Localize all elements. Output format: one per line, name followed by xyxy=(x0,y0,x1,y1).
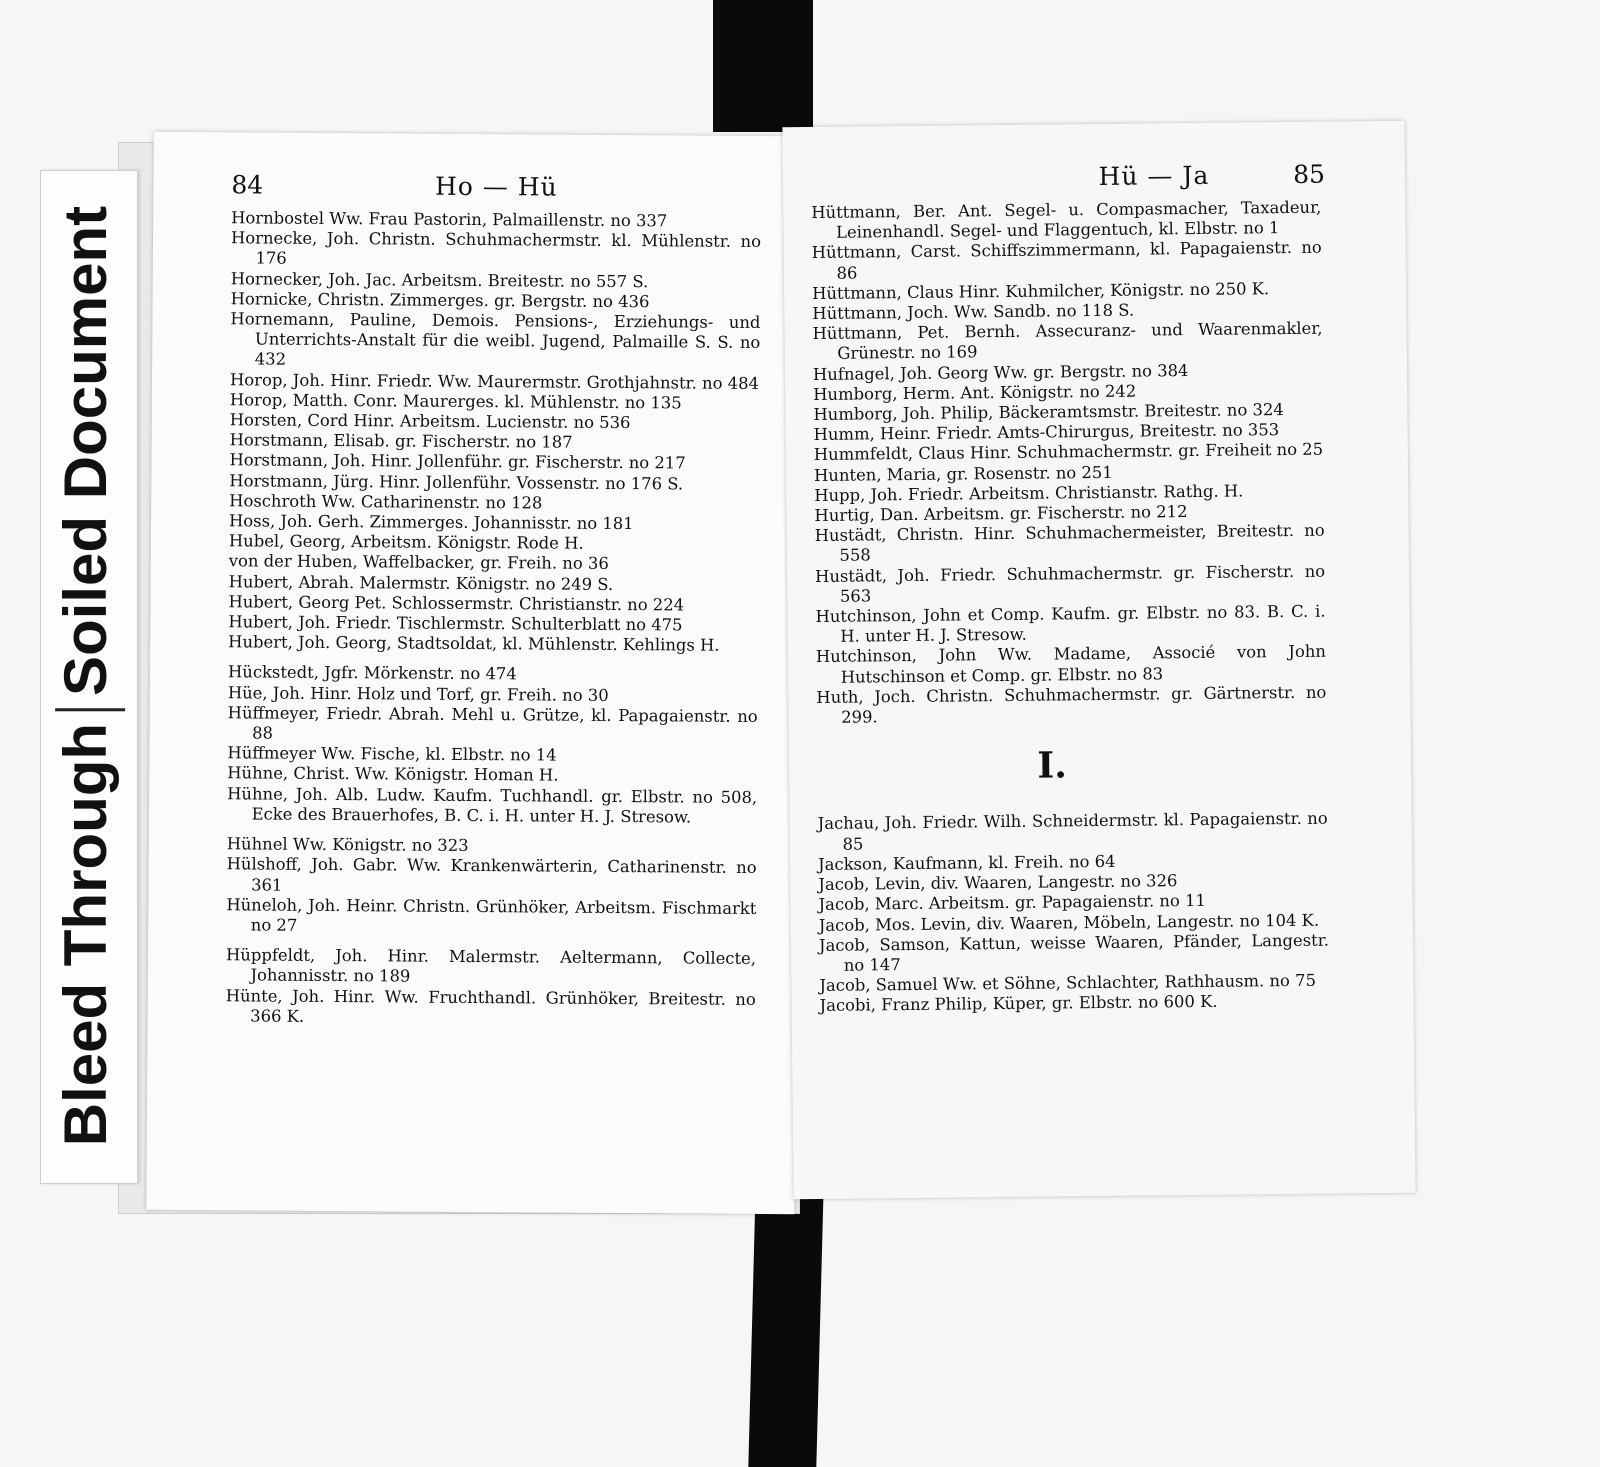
directory-entry: Hufnagel, Joh. Georg Ww. gr. Bergstr. no 384 xyxy=(812,360,1189,384)
label-soiled-document: Soiled Document xyxy=(51,205,119,696)
label-tab-text xyxy=(40,170,136,1182)
section-letter-heading: I. xyxy=(1037,744,1068,787)
directory-entry: Jacob, Marc. Arbeitsm. gr. Papagaienstr. no 11 xyxy=(818,891,1206,915)
directory-entry: Horop, Matth. Conr. Maurerges. kl. Mühlenstr. no 135 xyxy=(229,390,682,413)
directory-entry: Hüttmann, Ber. Ant. Segel- u. Compasmacher, Taxadeur, Leinenhandl. Segel- und Flaggentuch, kl. Elbstr. no 1 xyxy=(811,197,1322,242)
directory-entry: Hüttmann, Claus Hinr. Kuhmilcher, Königstr. no 250 K. xyxy=(812,279,1270,303)
directory-entry: Hummfeldt, Claus Hinr. Schuhmachermstr. gr. Freiheit no 25 xyxy=(813,440,1324,465)
directory-entry: Hüttmann, Pet. Bernh. Assecuranz- und Waarenmakler, Grünestr. no 169 xyxy=(812,318,1323,364)
directory-entry: Horstmann, Joh. Hinr. Jollenführ. gr. Fischerstr. no 217 xyxy=(229,450,686,473)
directory-entry: Hupp, Joh. Friedr. Arbeitsm. Christianstr. Rathg. H. xyxy=(814,481,1244,505)
directory-entry: Jackson, Kaufmann, kl. Freih. no 64 xyxy=(818,851,1116,874)
directory-entry: Hornecker, Joh. Jac. Arbeitsm. Breitestr. no 557 S. xyxy=(230,268,649,291)
directory-entry: Hühnel Ww. Königstr. no 323 xyxy=(226,834,469,856)
directory-entry: Hubert, Georg Pet. Schlossermstr. Christianstr. no 224 xyxy=(228,592,685,615)
directory-entry: Hubert, Joh. Georg, Stadtsoldat, kl. Mühlenstr. Kehlings H. xyxy=(228,632,720,655)
binding-strip-top xyxy=(713,0,813,132)
directory-entry: Horsten, Cord Hinr. Arbeitsm. Lucienstr. no 536 xyxy=(229,410,631,433)
label-separator xyxy=(55,708,125,711)
directory-entry: Jacob, Samson, Kattun, weisse Waaren, Pfänder, Langestr. no 147 xyxy=(818,930,1330,975)
left-page-entries xyxy=(226,208,762,1030)
right-page-title: Hü — Ja xyxy=(1098,160,1210,191)
directory-entry: Jacob, Samuel Ww. et Söhne, Schlachter, Rathhausm. no 75 xyxy=(819,970,1317,996)
directory-entry: von der Huben, Waffelbacker, gr. Freih. no 36 xyxy=(228,551,609,574)
label-bleed-through: Bleed Through xyxy=(51,722,119,1147)
directory-entry: Hornbostel Ww. Frau Pastorin, Palmaillenstr. no 337 xyxy=(231,208,668,231)
left-page-header xyxy=(231,170,761,214)
directory-entry: Hubert, Joh. Friedr. Tischlermstr. Schulterblatt no 475 xyxy=(228,612,683,635)
directory-entry: Hüneloh, Joh. Heinr. Christn. Grünhöker, Arbeitsm. Fischmarkt no 27 xyxy=(226,894,757,935)
directory-entry: Hornemann, Pauline, Demois. Pensions-, Erziehungs- und Unterrichts-Anstalt für die weibl. Jugend, Palmaille S. S. no 432 xyxy=(230,309,761,370)
directory-entry: Hühne, Christ. Ww. Königstr. Homan H. xyxy=(227,763,559,786)
left-page-title: Ho — Hü xyxy=(434,171,558,202)
directory-entry: Jacobi, Franz Philip, Küper, gr. Elbstr. no 600 K. xyxy=(819,992,1218,1016)
directory-entry: Hornicke, Christn. Zimmerges. gr. Bergstr. no 436 xyxy=(230,289,650,312)
directory-entry: Hüttmann, Carst. Schiffszimmermann, kl. Papagaienstr. no 86 xyxy=(811,238,1322,283)
directory-entry: Jacob, Mos. Levin, div. Waaren, Möbeln, Langestr. no 104 K. xyxy=(818,910,1320,935)
directory-entry: Hünte, Joh. Hinr. Ww. Fruchthandl. Grünhöker, Breitestr. no 366 K. xyxy=(225,985,756,1026)
directory-entry: Hülshoff, Joh. Gabr. Ww. Krankenwärterin, Catharinenstr. no 361 xyxy=(226,854,757,895)
directory-entry: Jacob, Levin, div. Waaren, Langestr. no 326 xyxy=(818,871,1178,895)
right-page xyxy=(782,121,1415,1199)
directory-entry: Hüppfeldt, Joh. Hinr. Malermstr. Aeltermann, Collecte, Johannisstr. no 189 xyxy=(225,945,757,986)
directory-entry: Hurtig, Dan. Arbeitsm. gr. Fischerstr. no 212 xyxy=(814,502,1188,526)
directory-entry: Hubel, Georg, Arbeitsm. Königstr. Rode H. xyxy=(228,531,584,554)
directory-entry: Humm, Heinr. Friedr. Amts-Chirurgus, Breitestr. no 353 xyxy=(813,420,1280,445)
directory-entry: Humborg, Herm. Ant. Königstr. no 242 xyxy=(813,381,1137,404)
directory-entry: Huth, Joch. Christn. Schuhmachermstr. gr. Gärtnerstr. no 299. xyxy=(816,682,1327,727)
directory-entry: Hüffmeyer Ww. Fische, kl. Elbstr. no 14 xyxy=(227,743,557,765)
directory-entry: Hubert, Abrah. Malermstr. Königstr. no 249 S. xyxy=(228,571,614,594)
directory-entry: Hüttmann, Joch. Ww. Sandb. no 118 S. xyxy=(812,300,1135,323)
directory-entry: Hühne, Joh. Alb. Ludw. Kaufm. Tuchhandl. gr. Elbstr. no 508, Ecke des Brauerhofes, B. C. i. H. unter H. J. Stresow. xyxy=(227,783,758,827)
binding-strip-bottom xyxy=(748,1185,823,1467)
directory-entry: Hutchinson, John Ww. Madame, Associé von John Hutschinson et Comp. gr. Elbstr. no 83 xyxy=(815,642,1327,687)
directory-entry: Hückstedt, Jgfr. Mörkenstr. no 474 xyxy=(227,662,517,684)
directory-entry: Hustädt, Joh. Friedr. Schuhmachermstr. gr. Fischerstr. no 563 xyxy=(815,561,1326,606)
directory-entry: Jachau, Joh. Friedr. Wilh. Schneidermstr. kl. Papagaienstr. no 85 xyxy=(817,809,1328,854)
directory-entry: Hoss, Joh. Gerh. Zimmerges. Johannisstr. no 181 xyxy=(228,511,634,534)
directory-entry: Horstmann, Jürg. Hinr. Jollenführ. Vossenstr. no 176 S. xyxy=(229,470,684,494)
directory-entry: Hustädt, Christn. Hinr. Schuhmachermeister, Breitestr. no 558 xyxy=(814,520,1325,566)
directory-entry: Hutchinson, John et Comp. Kaufm. gr. Elbstr. no 83. B. C. i. H. unter H. J. Stresow. xyxy=(815,601,1326,646)
left-page-number: 84 xyxy=(231,170,264,200)
directory-entry: Humborg, Joh. Philip, Bäckeramtsmstr. Breitestr. no 324 xyxy=(813,400,1284,425)
directory-entry: Hunten, Maria, gr. Rosenstr. no 251 xyxy=(813,462,1113,485)
right-page-header xyxy=(983,160,1325,204)
directory-entry: Horop, Joh. Hinr. Friedr. Ww. Maurermstr. Grothjahnstr. no 484 xyxy=(229,369,760,393)
left-page xyxy=(146,132,802,1214)
directory-entry: Hüe, Joh. Hinr. Holz und Torf, gr. Freih. no 30 xyxy=(227,682,609,705)
right-page-entries xyxy=(811,198,1329,1017)
directory-entry: Hüffmeyer, Friedr. Abrah. Mehl u. Grütze, kl. Papagaienstr. no 88 xyxy=(227,703,758,743)
right-page-number: 85 xyxy=(1292,159,1326,189)
directory-entry: Horstmann, Elisab. gr. Fischerstr. no 187 xyxy=(229,430,573,452)
directory-entry: Hoschroth Ww. Catharinenstr. no 128 xyxy=(229,491,543,513)
directory-entry: Hornecke, Joh. Christn. Schuhmachermstr. kl. Mühlenstr. no 176 xyxy=(230,228,762,269)
